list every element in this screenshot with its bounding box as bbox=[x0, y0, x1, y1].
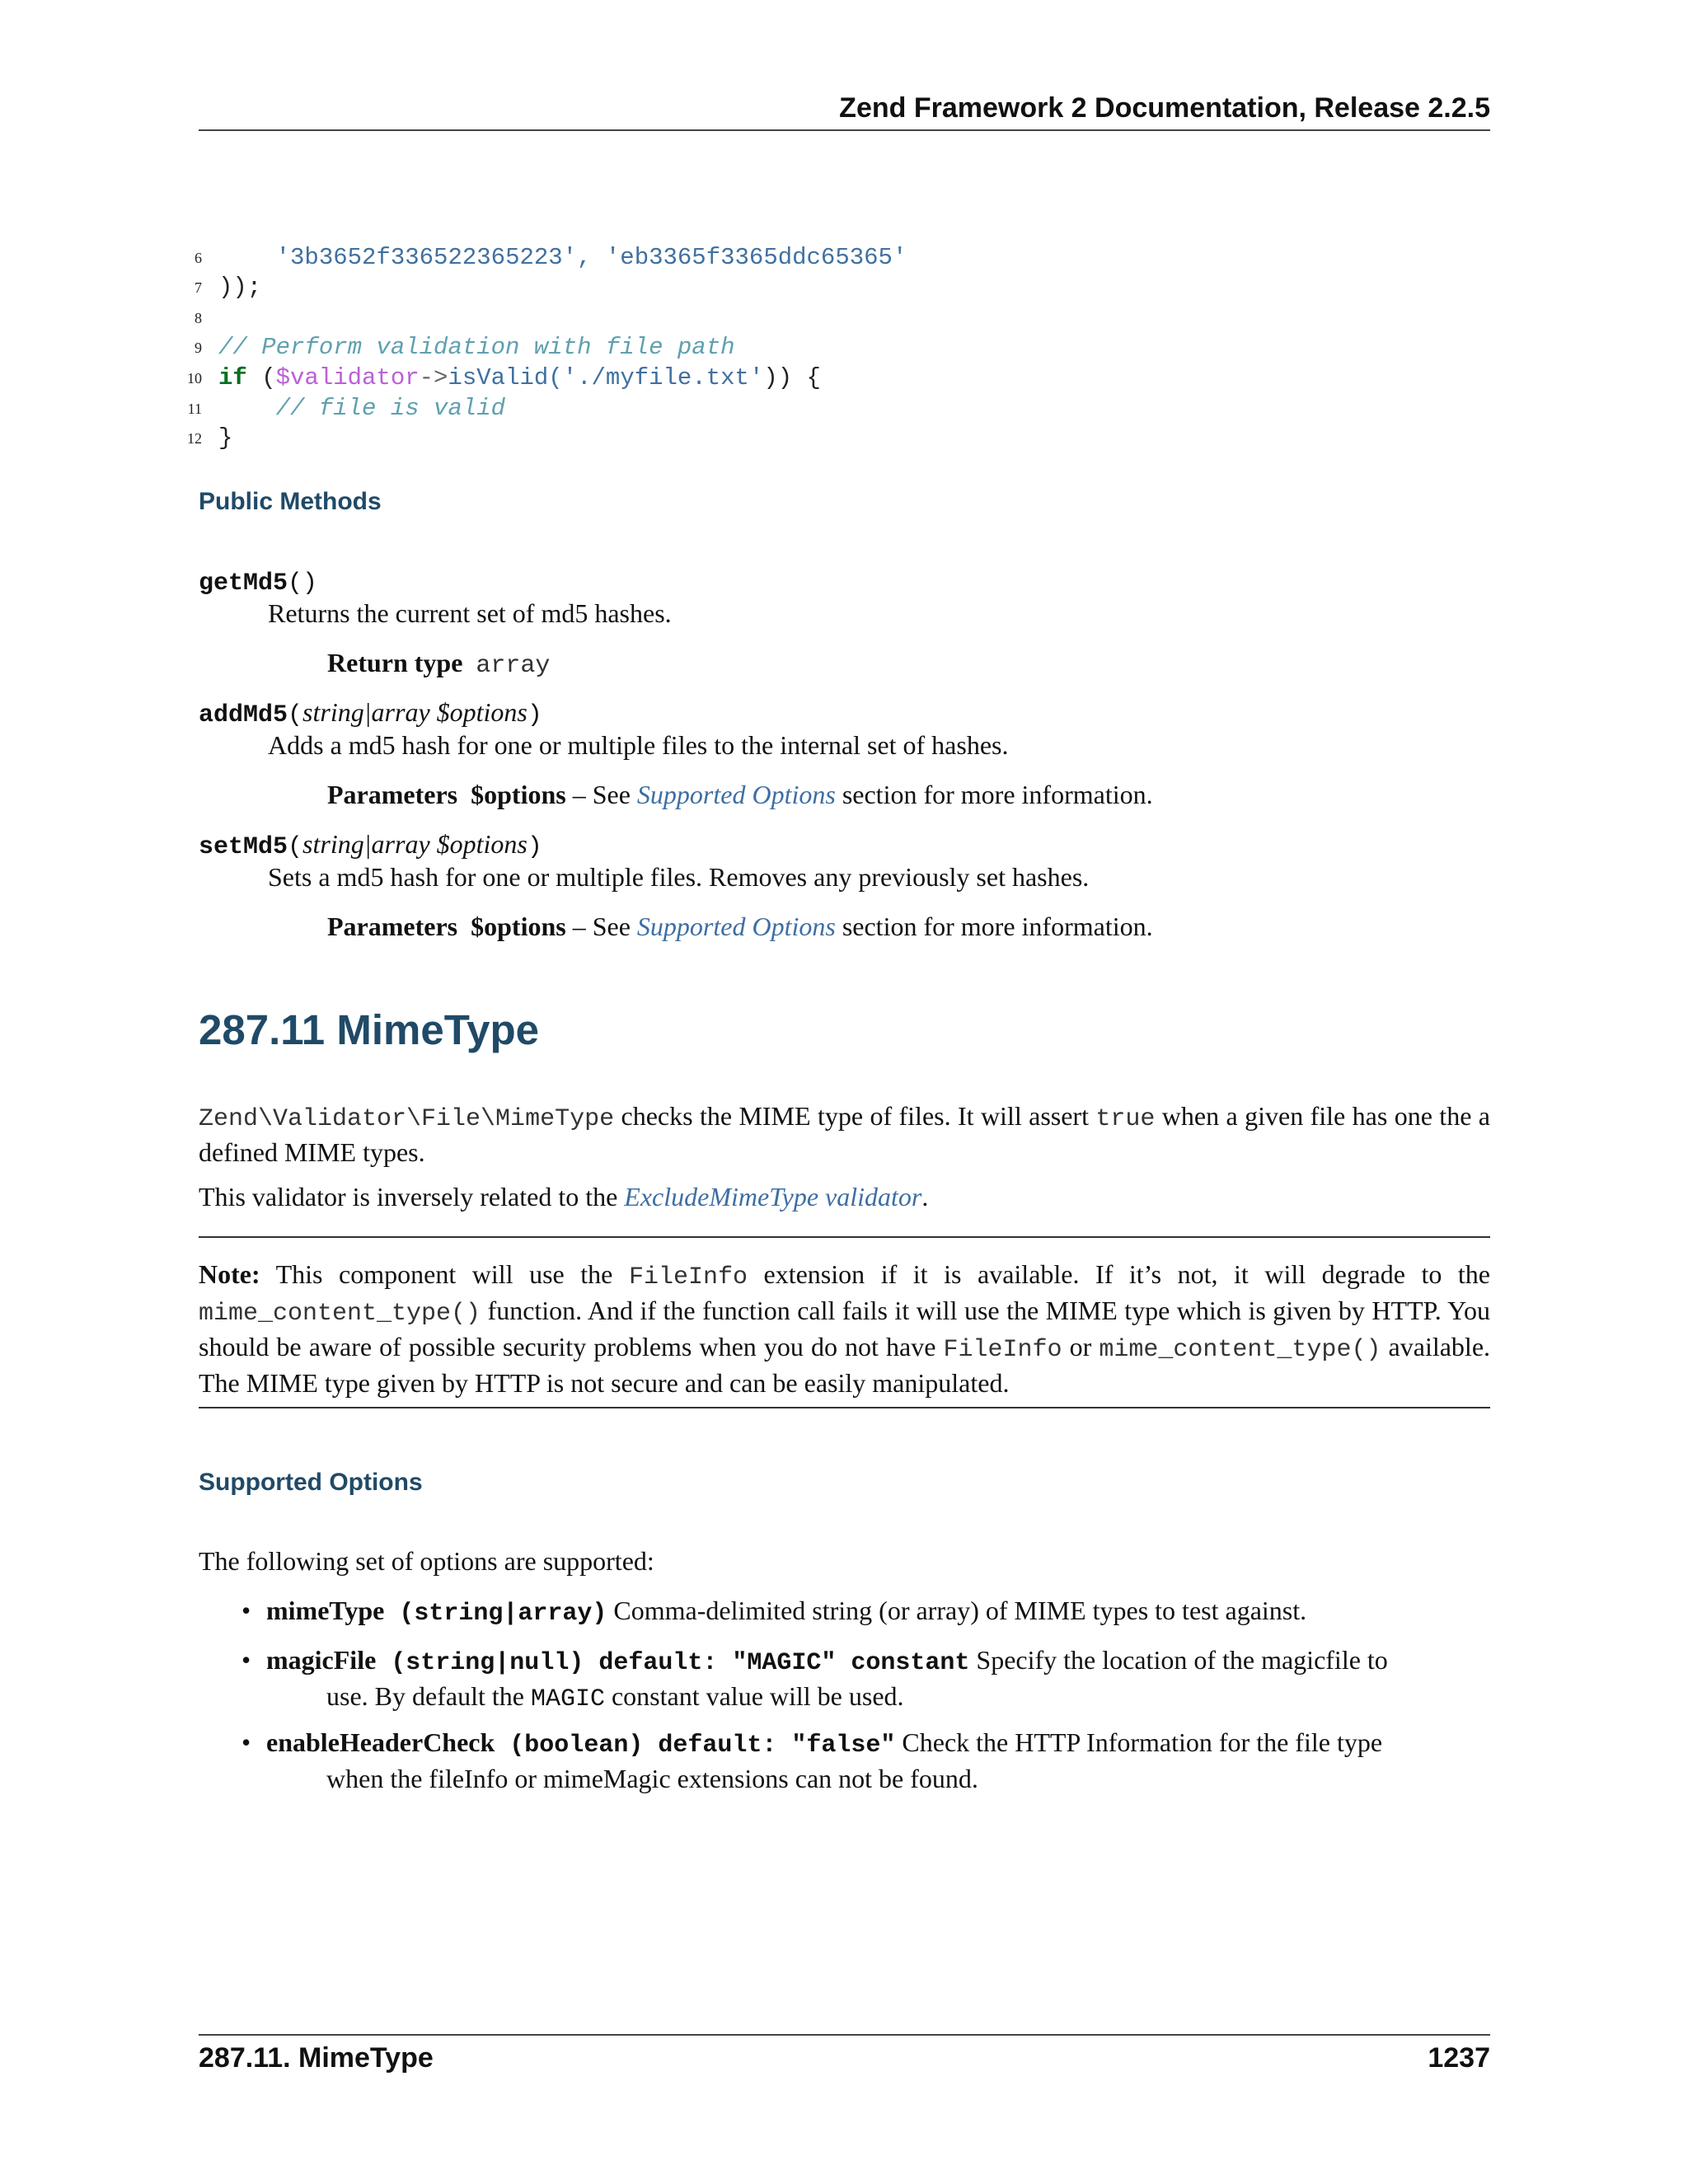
method-signature: string|array $options bbox=[302, 697, 528, 727]
code-text: )) { bbox=[763, 364, 821, 391]
inline-code: mime_content_type() bbox=[199, 1300, 481, 1328]
code-line bbox=[149, 333, 907, 391]
inline-code: Zend\Validator\File\MimeType bbox=[199, 1105, 615, 1133]
code-keyword: if bbox=[218, 364, 247, 391]
code-variable: $validator bbox=[275, 364, 420, 391]
method-description: Adds a md5 hash for one or multiple files to the internal set of hashes. bbox=[268, 730, 1009, 760]
option-item: • magicFile (string|null) default: "MAGIC" constant Specify the location of the magicfile to use. By default the MAGIC constant value will be used. bbox=[266, 1643, 1490, 1716]
return-type-field bbox=[327, 648, 550, 680]
inline-code: FileInfo bbox=[628, 1263, 748, 1291]
intro-paragraph: Zend\Validator\File\MimeType checks the MIME type of files. It will assert true when a given file has one the a defined MIME types. bbox=[199, 1101, 1491, 1167]
param-name: $options bbox=[471, 780, 566, 809]
document-page bbox=[187, 0, 1491, 2184]
code-line bbox=[149, 394, 907, 452]
code-text: ( bbox=[246, 364, 276, 391]
bullet-icon: • bbox=[241, 1645, 251, 1675]
code-string: './myfile.txt' bbox=[562, 364, 764, 391]
code-text: )); bbox=[218, 274, 262, 302]
option-item: • enableHeaderCheck (boolean) default: "false" Check the HTTP Information for the file type when the fileInfo or mimeMagic extensions can not be found. bbox=[266, 1726, 1490, 1795]
method-setmd5: setMd5(string|array $options) bbox=[199, 829, 542, 861]
header-rule bbox=[199, 129, 1490, 131]
method-addmd5: addMd5(string|array $options) bbox=[199, 697, 542, 729]
option-type: (string|null) default: "MAGIC" constant bbox=[376, 1649, 970, 1677]
options-intro: The following set of options are supported: bbox=[199, 1546, 654, 1576]
page-number: 1237 bbox=[1428, 2042, 1490, 2074]
field-label: Parameters bbox=[327, 912, 458, 941]
inline-code: true bbox=[1095, 1105, 1156, 1133]
exclude-mimetype-link[interactable]: ExcludeMimeType validator bbox=[624, 1182, 922, 1212]
line-number: 11 bbox=[187, 400, 202, 417]
option-continuation: when the fileInfo or mimeMagic extensions can not be found. bbox=[326, 1764, 978, 1793]
parameters-field: Parameters $options – See Supported Options section for more information. bbox=[327, 912, 1153, 941]
code-line bbox=[149, 363, 907, 422]
bullet-icon: • bbox=[241, 1596, 251, 1625]
field-label: Return type bbox=[327, 648, 463, 677]
line-number: 6 bbox=[195, 249, 202, 266]
code-line bbox=[149, 273, 907, 326]
code-comment: // file is valid bbox=[275, 394, 506, 422]
option-name: mimeType bbox=[266, 1596, 385, 1625]
method-description: Returns the current set of md5 hashes. bbox=[268, 598, 672, 628]
line-number: 10 bbox=[187, 370, 202, 387]
code-block bbox=[149, 213, 907, 452]
footer-rule bbox=[199, 2034, 1490, 2036]
code-line bbox=[149, 303, 907, 362]
code-text: isValid( bbox=[448, 364, 563, 391]
param-name: $options bbox=[471, 912, 566, 941]
line-number: 7 bbox=[195, 279, 202, 297]
inline-code: MAGIC bbox=[530, 1685, 605, 1713]
code-line bbox=[149, 243, 907, 302]
option-type: (string|array) bbox=[384, 1600, 607, 1628]
code-text: } bbox=[218, 424, 233, 452]
option-name: enableHeaderCheck bbox=[266, 1727, 495, 1757]
note-top-rule bbox=[199, 1236, 1490, 1238]
bullet-icon: • bbox=[241, 1727, 251, 1757]
public-methods-heading: Public Methods bbox=[199, 488, 382, 515]
option-item: • mimeType (string|array) Comma-delimited string (or array) of MIME types to test against. bbox=[241, 1596, 1307, 1628]
note-bottom-rule bbox=[199, 1407, 1490, 1408]
method-name: getMd5 bbox=[199, 569, 288, 598]
note-label: Note: bbox=[199, 1259, 260, 1289]
line-number: 12 bbox=[187, 430, 202, 448]
inline-code: FileInfo bbox=[943, 1336, 1062, 1364]
code-line bbox=[149, 213, 907, 271]
inline-code: mime_content_type() bbox=[1099, 1336, 1381, 1364]
supported-options-heading: Supported Options bbox=[199, 1469, 423, 1496]
code-operator: -> bbox=[419, 364, 448, 391]
field-label: Parameters bbox=[327, 780, 458, 809]
method-name: setMd5 bbox=[199, 833, 288, 861]
line-number: 8 bbox=[195, 309, 202, 326]
supported-options-link[interactable]: Supported Options bbox=[636, 780, 836, 809]
field-value: array bbox=[476, 652, 551, 680]
parameters-field: Parameters $options – See Supported Options section for more information. bbox=[327, 780, 1153, 809]
option-continuation: use. By default the MAGIC constant value will be used. bbox=[326, 1681, 904, 1713]
line-number: 9 bbox=[195, 340, 202, 357]
supported-options-link[interactable]: Supported Options bbox=[636, 912, 836, 941]
code-comment: // Perform validation with file path bbox=[218, 334, 735, 362]
footer-section: 287.11. MimeType bbox=[199, 2042, 434, 2074]
method-name: addMd5 bbox=[199, 701, 288, 729]
method-signature: string|array $options bbox=[302, 829, 528, 859]
inverse-paragraph: This validator is inversely related to the ExcludeMimeType validator. bbox=[199, 1182, 929, 1212]
option-type: (boolean) default: "false" bbox=[495, 1732, 896, 1760]
code-string: '3b3652f336522365223', 'eb3365f3365ddc65365' bbox=[275, 243, 907, 271]
section-heading: 287.11 MimeType bbox=[199, 1006, 539, 1053]
running-header: Zend Framework 2 Documentation, Release 2.2.5 bbox=[839, 92, 1490, 124]
note-box: Note: This component will use the FileInfo extension if it is available. If it’s not, it will degrade to the mime_content_type() function. And if the function call fails it will use the MIME type which is given by HTTP. You should be aware of possible security problems when you do not have FileInfo or mime_content_type() available. The MIME type given by HTTP is not secure and can be easily manipulated. bbox=[199, 1259, 1491, 1398]
method-getmd5: getMd5() bbox=[199, 569, 318, 598]
option-name: magicFile bbox=[266, 1645, 377, 1675]
method-description: Sets a md5 hash for one or multiple files. Removes any previously set hashes. bbox=[268, 862, 1090, 892]
